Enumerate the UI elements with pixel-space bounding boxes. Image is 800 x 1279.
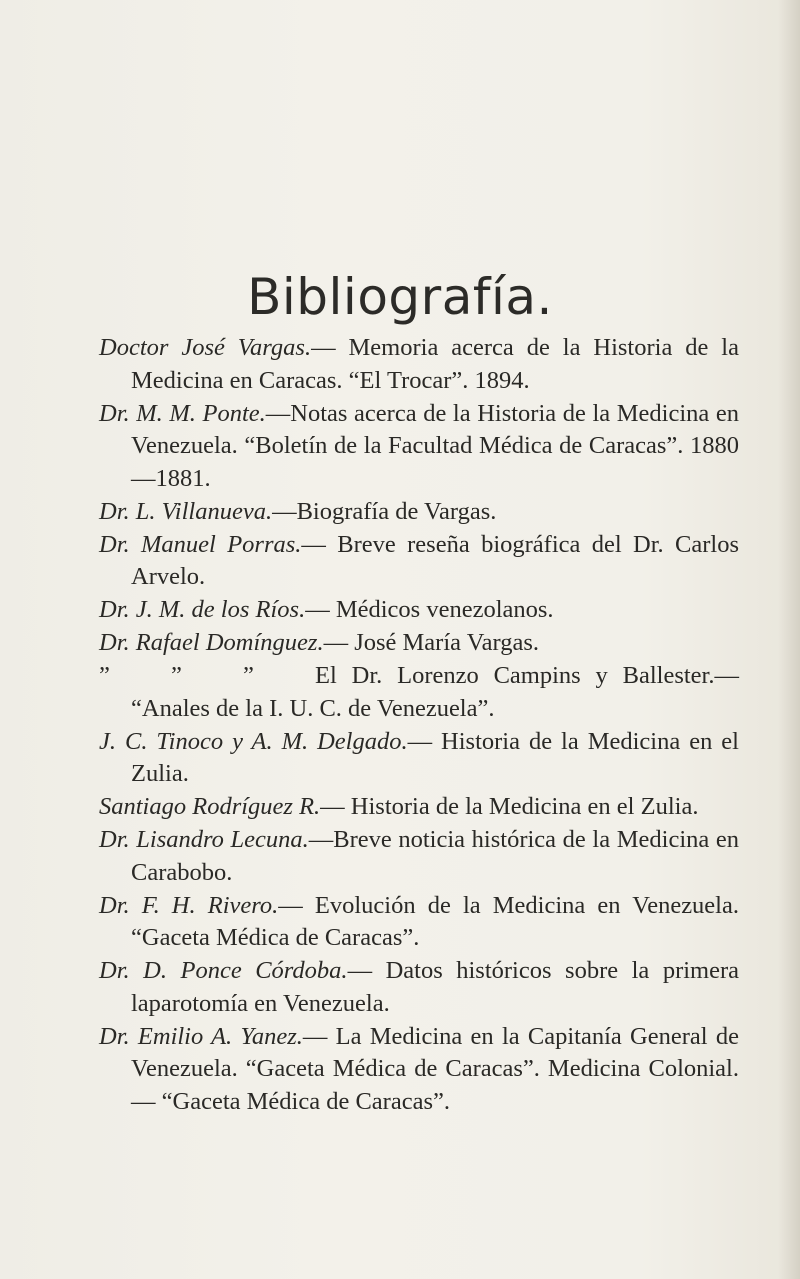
entry-text: —Notas acerca de la Historia de la Medicina en Venezuela. “Boletín de la Facultad Médica de Caracas”. 1880—1881.: [131, 399, 739, 492]
bibliography-entry: [99, 594, 739, 627]
ditto-mark: ”: [99, 662, 110, 689]
entry-text: — Médicos venezolanos.: [305, 596, 554, 623]
entry-author: Santiago Rodríguez R.: [99, 793, 321, 820]
entry-text: — Memoria acerca de la Historia de la Medicina en Caracas. “El Trocar”. 1894.: [131, 334, 739, 394]
entry-text: — Historia de la Medicina en el Zulia.: [131, 727, 739, 787]
bibliography-entry: [99, 824, 739, 889]
ditto-mark: ”: [171, 662, 182, 689]
entry-author: Dr. Rafael Domínguez.: [99, 629, 324, 656]
entry-author: Doctor José Vargas.: [99, 334, 312, 361]
bibliography-entry: [99, 791, 739, 824]
entry-text: —Breve noticia histórica de la Medicina en Carabobo.: [131, 826, 740, 886]
bibliography-entry: [99, 529, 739, 594]
bibliography-list: [99, 332, 739, 1119]
page-edge-shadow: [778, 0, 800, 1279]
bibliography-entry: [99, 332, 739, 397]
bibliography-entry: [99, 890, 739, 955]
entry-text: El Dr. Lorenzo Campins y Ballester.— “Anales de la I. U. C. de Venezuela”.: [131, 662, 739, 722]
entry-author: Dr. F. H. Rivero.: [99, 891, 279, 919]
entry-author: Dr. Manuel Porras.: [99, 530, 302, 558]
entry-text: —Biografía de Vargas.: [272, 497, 497, 525]
entry-text: — Historia de la Medicina en el Zulia.: [320, 793, 699, 820]
bibliography-entry-ditto: [99, 660, 739, 725]
entry-author: Dr. L. Villanueva.: [99, 497, 273, 525]
bibliography-entry: [99, 627, 739, 660]
entry-author: Dr. Lisandro Lecuna.: [99, 826, 309, 853]
bibliography-entry: [99, 726, 739, 791]
bibliography-entry: [99, 955, 739, 1020]
entry-text: — La Medicina en la Capitanía General de Venezuela. “Gaceta Médica de Caracas”. Medicina Colonial.— “Gaceta Médica de Caracas”.: [131, 1022, 739, 1115]
entry-author: Dr. J. M. de los Ríos.: [99, 596, 306, 623]
entry-text: — Breve reseña biográfica del Dr. Carlos Arvelo.: [131, 530, 739, 590]
entry-author: Dr. Emilio A. Yanez.: [99, 1022, 303, 1050]
entry-author: Dr. M. M. Ponte.: [99, 399, 266, 427]
page-title: Bibliografía.: [247, 268, 553, 326]
entry-text: — Evolución de la Medicina en Venezuela. “Gaceta Médica de Caracas”.: [131, 891, 739, 951]
ditto-mark: ”: [243, 662, 254, 689]
entry-text: — Datos históricos sobre la primera laparotomía en Venezuela.: [131, 957, 739, 1017]
entry-author: Dr. D. Ponce Córdoba.: [99, 957, 348, 984]
bibliography-entry: [99, 398, 739, 496]
entry-text: — José María Vargas.: [323, 629, 540, 656]
bibliography-entry: [99, 496, 739, 529]
entry-author: J. C. Tinoco y A. M. Delgado.: [99, 727, 408, 755]
bibliography-entry: [99, 1021, 739, 1119]
